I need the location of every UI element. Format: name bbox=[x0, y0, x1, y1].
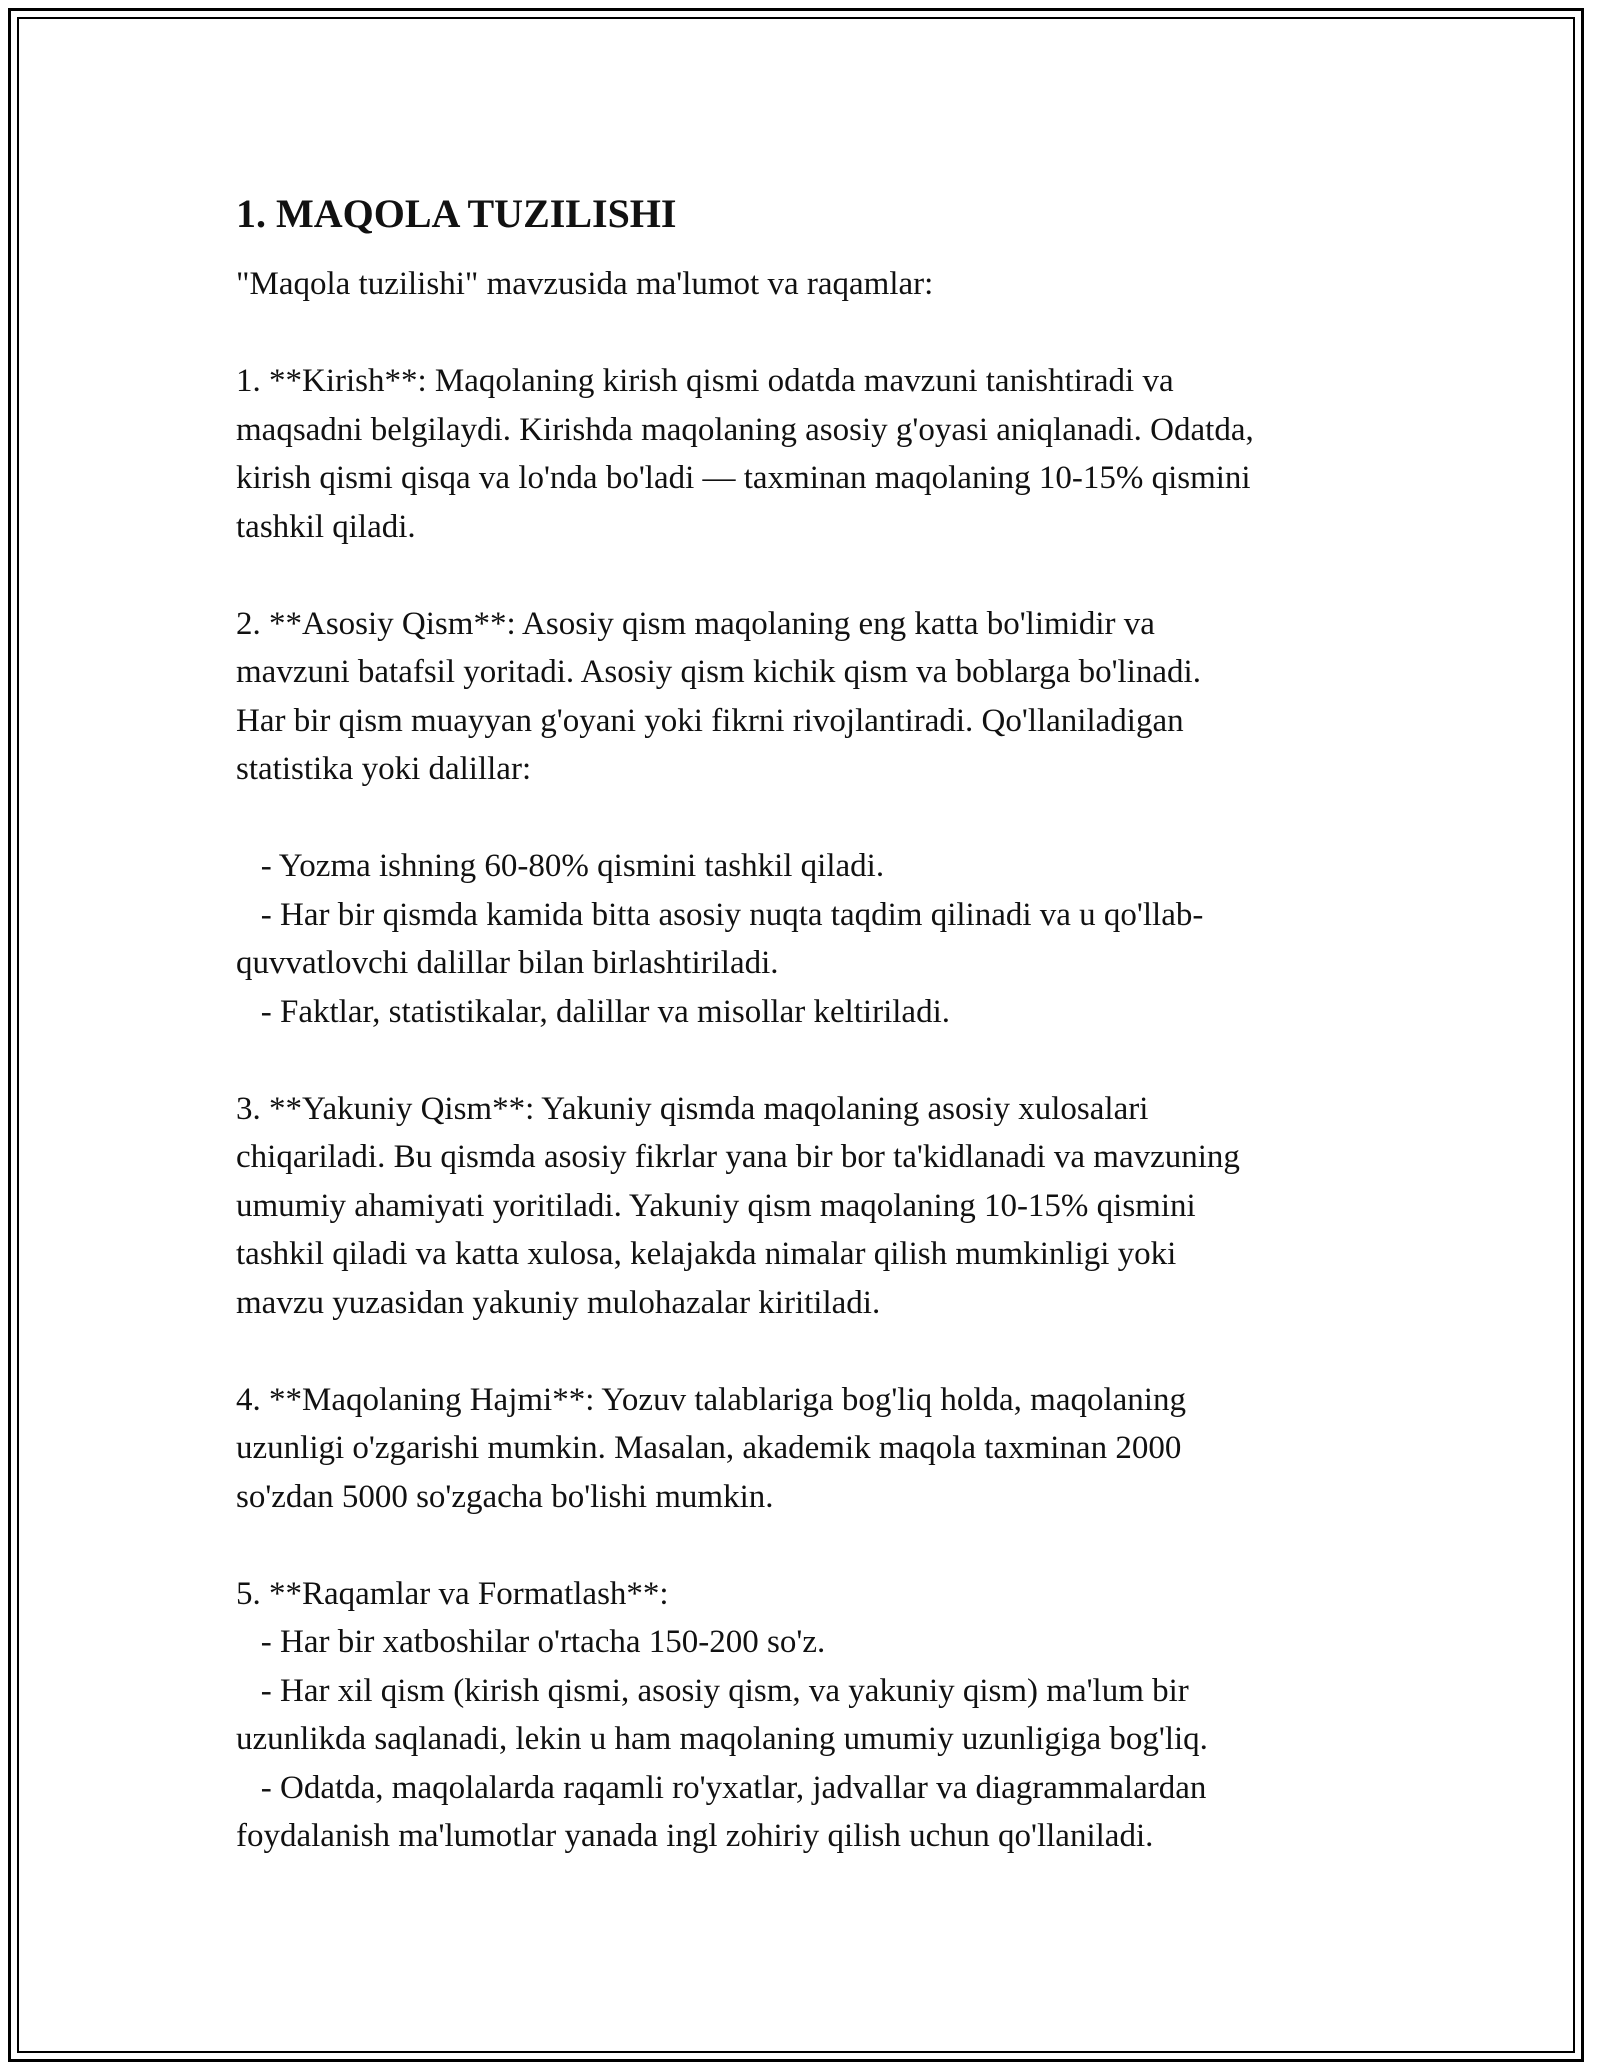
intro-paragraph: "Maqola tuzilishi" mavzusida ma'lumot va raqamlar: bbox=[236, 266, 934, 302]
paragraph-spacer bbox=[236, 309, 1386, 358]
document-body bbox=[236, 186, 1386, 1861]
document-title: 1. MAQOLA TUZILISHI bbox=[236, 191, 677, 236]
section-maqola-hajmi: 4. **Maqolaning Hajmi**: Yozuv talablariga bog'liq holda, maqolaning uzunligi o'zgarishi mumkin. Masalan, akademik maqola taxminan 2000 so'zdan 5000 so'zgacha bo'lishi mumkin. bbox=[236, 1381, 1186, 1515]
paragraph-spacer bbox=[236, 1036, 1386, 1085]
section-yakuniy-qism: 3. **Yakuniy Qism**: Yakuniy qismda maqolaning asosiy xulosalari chiqariladi. Bu qismda asosiy fikrlar yana bir bor ta'kidlanadi va mavzuning umumiy ahamiyati yoritiladi. Yakuniy qism maqolaning 10-15% qismini tashkil qiladi va katta xulosa, kelajakda nimalar qilish mumkinligi yoki mavzu yuzasidan yakuniy mulohazalar kiritiladi. bbox=[236, 1090, 1240, 1321]
section-kirish: 1. **Kirish**: Maqolaning kirish qismi odatda mavzuni tanishtiradi va maqsadni belgilaydi. Kirishda maqolaning asosiy g'oyasi aniqlanadi. Odatda, kirish qismi qisqa va lo'nda bo'ladi — taxminan maqolaning 10-15% qismini tashkil qiladi. bbox=[236, 363, 1254, 545]
paragraph-spacer bbox=[236, 794, 1386, 843]
paragraph-spacer bbox=[236, 551, 1386, 600]
section-raqamlar-formatlash: 5. **Raqamlar va Formatlash**: - Har bir xatboshilar o'rtacha 150-200 so'z. - Har xil qism (kirish qismi, asosiy qism, va yakuniy qism) ma'lum bir uzunlikda saqlanadi, lekin u ham maqolaning umumiy uzunligiga bog'liq. - Odatda, maqolalarda raqamli ro'yxatlar, jadvallar va diagrammalardan foydalanish ma'lumotlar yanada ingl zohiriy qilish uchun qo'llaniladi. bbox=[236, 1575, 1208, 1854]
section-asosiy-qism: 2. **Asosiy Qism**: Asosiy qism maqolaning eng katta bo'limidir va mavzuni batafsil yoritadi. Asosiy qism kichik qism va boblarga bo'linadi. Har bir qism muayyan g'oyani yoki fikrni rivojlantiradi. Qo'llaniladigan statistika yoki dalillar: bbox=[236, 605, 1201, 787]
asosiy-qism-bullets: - Yozma ishning 60-80% qismini tashkil qiladi. - Har bir qismda kamida bitta asosiy nuqta taqdim qilinadi va u qo'llab- quvvatlovchi dalillar bilan birlashtiriladi. - Faktlar, statistikalar, dalillar va misollar keltiriladi. bbox=[236, 848, 1204, 1030]
paragraph-spacer bbox=[236, 1327, 1386, 1376]
paragraph-spacer bbox=[236, 1521, 1386, 1570]
